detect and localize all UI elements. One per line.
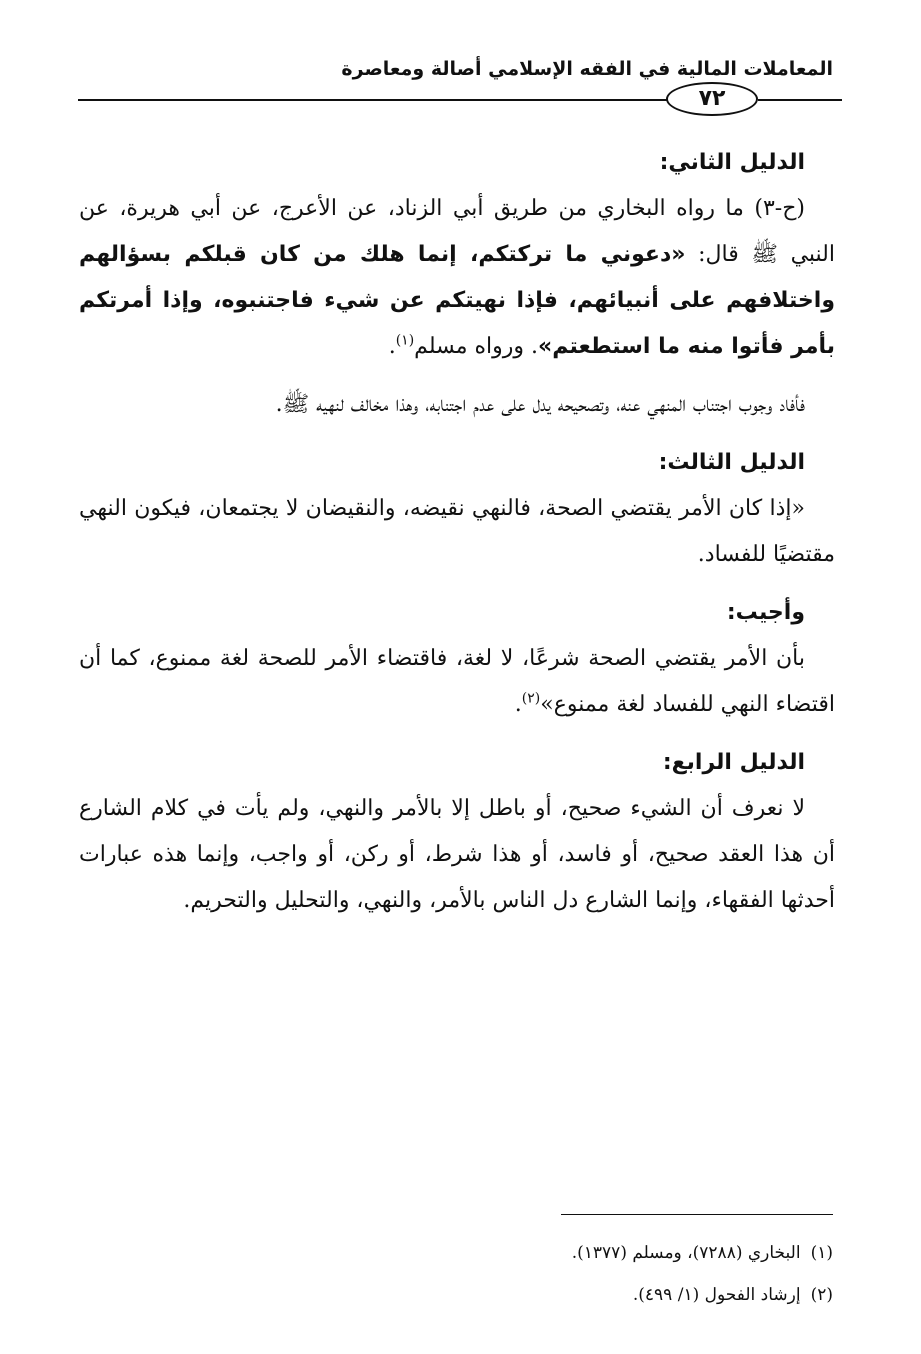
text-run: . ورواه مسلم [414, 334, 538, 359]
body-text [79, 140, 835, 936]
footnote-ref: (١) [395, 332, 415, 349]
paragraph: فأفاد وجوب اجتناب المنهي عنه، وتصحيحه يدل على عدم اجتنابه، وهذا مخالف لنهيه ﷺ. [275, 392, 805, 417]
header-rule [78, 99, 668, 101]
footnote-number: (١) [810, 1243, 833, 1263]
footnote [93, 1232, 833, 1274]
section-heading: الدليل الثاني: [659, 150, 805, 175]
text-run: (ح-٣) ما رواه البخاري من طريق أبي الزناد، عن الأعرج، عن أبي هريرة، عن النبي ﷺ قال: [79, 196, 835, 267]
footnote-ref: (٢) [521, 690, 541, 707]
paragraph [79, 186, 835, 370]
paragraph: لا نعرف أن الشيء صحيح، أو باطل إلا بالأمر والنهي، ولم يأت في كلام الشارع أن هذا العقد صحيح، أو فاسد، أو هذا شرط، أو ركن، أو واجب، وإنما هذه عبارات أحدثها الفقهاء، وإنما الشارع دل الناس بالأمر، والنهي، والتحليل والتحريم. [79, 796, 835, 913]
text-run: بأن الأمر يقتضي الصحة شرعًا، لا لغة، فاقتضاء الأمر للصحة لغة ممنوع، كما أن اقتضاء النهي للفساد لغة ممنوع» [79, 646, 835, 717]
footnote-separator [561, 1214, 833, 1215]
footnote-number: (٢) [810, 1285, 833, 1305]
footnote-text: البخاري (٧٢٨٨)، ومسلم (١٣٧٧). [571, 1243, 801, 1263]
footnote [93, 1274, 833, 1316]
text-run: . [388, 334, 396, 359]
text-run: . [514, 692, 522, 717]
hadith-quote: «دعوني ما تركتكم، إنما هلك من كان قبلكم بسؤالهم واختلافهم على أنبيائهم، فإذا نهيتكم عن شيء فاجتنبوه، وإذا أمرتكم بأمر فأتوا منه ما استطعتم» [79, 242, 835, 359]
paragraph [79, 636, 835, 728]
paragraph: «إذا كان الأمر يقتضي الصحة، فالنهي نقيضه، والنقيضان لا يجتمعان، فيكون النهي مقتضيًا للفساد. [79, 496, 835, 567]
section-heading: الدليل الرابع: [662, 750, 805, 775]
section-heading: وأجيب: [726, 600, 805, 625]
header-rule [758, 99, 842, 101]
page-number-badge: ٧٢ [666, 82, 758, 116]
running-title: المعاملات المالية في الفقه الإسلامي أصالة ومعاصرة [341, 58, 833, 80]
footnote-text: إرشاد الفحول (١/ ٤٩٩). [632, 1285, 801, 1305]
footnotes [93, 1232, 833, 1316]
section-heading: الدليل الثالث: [658, 450, 805, 475]
